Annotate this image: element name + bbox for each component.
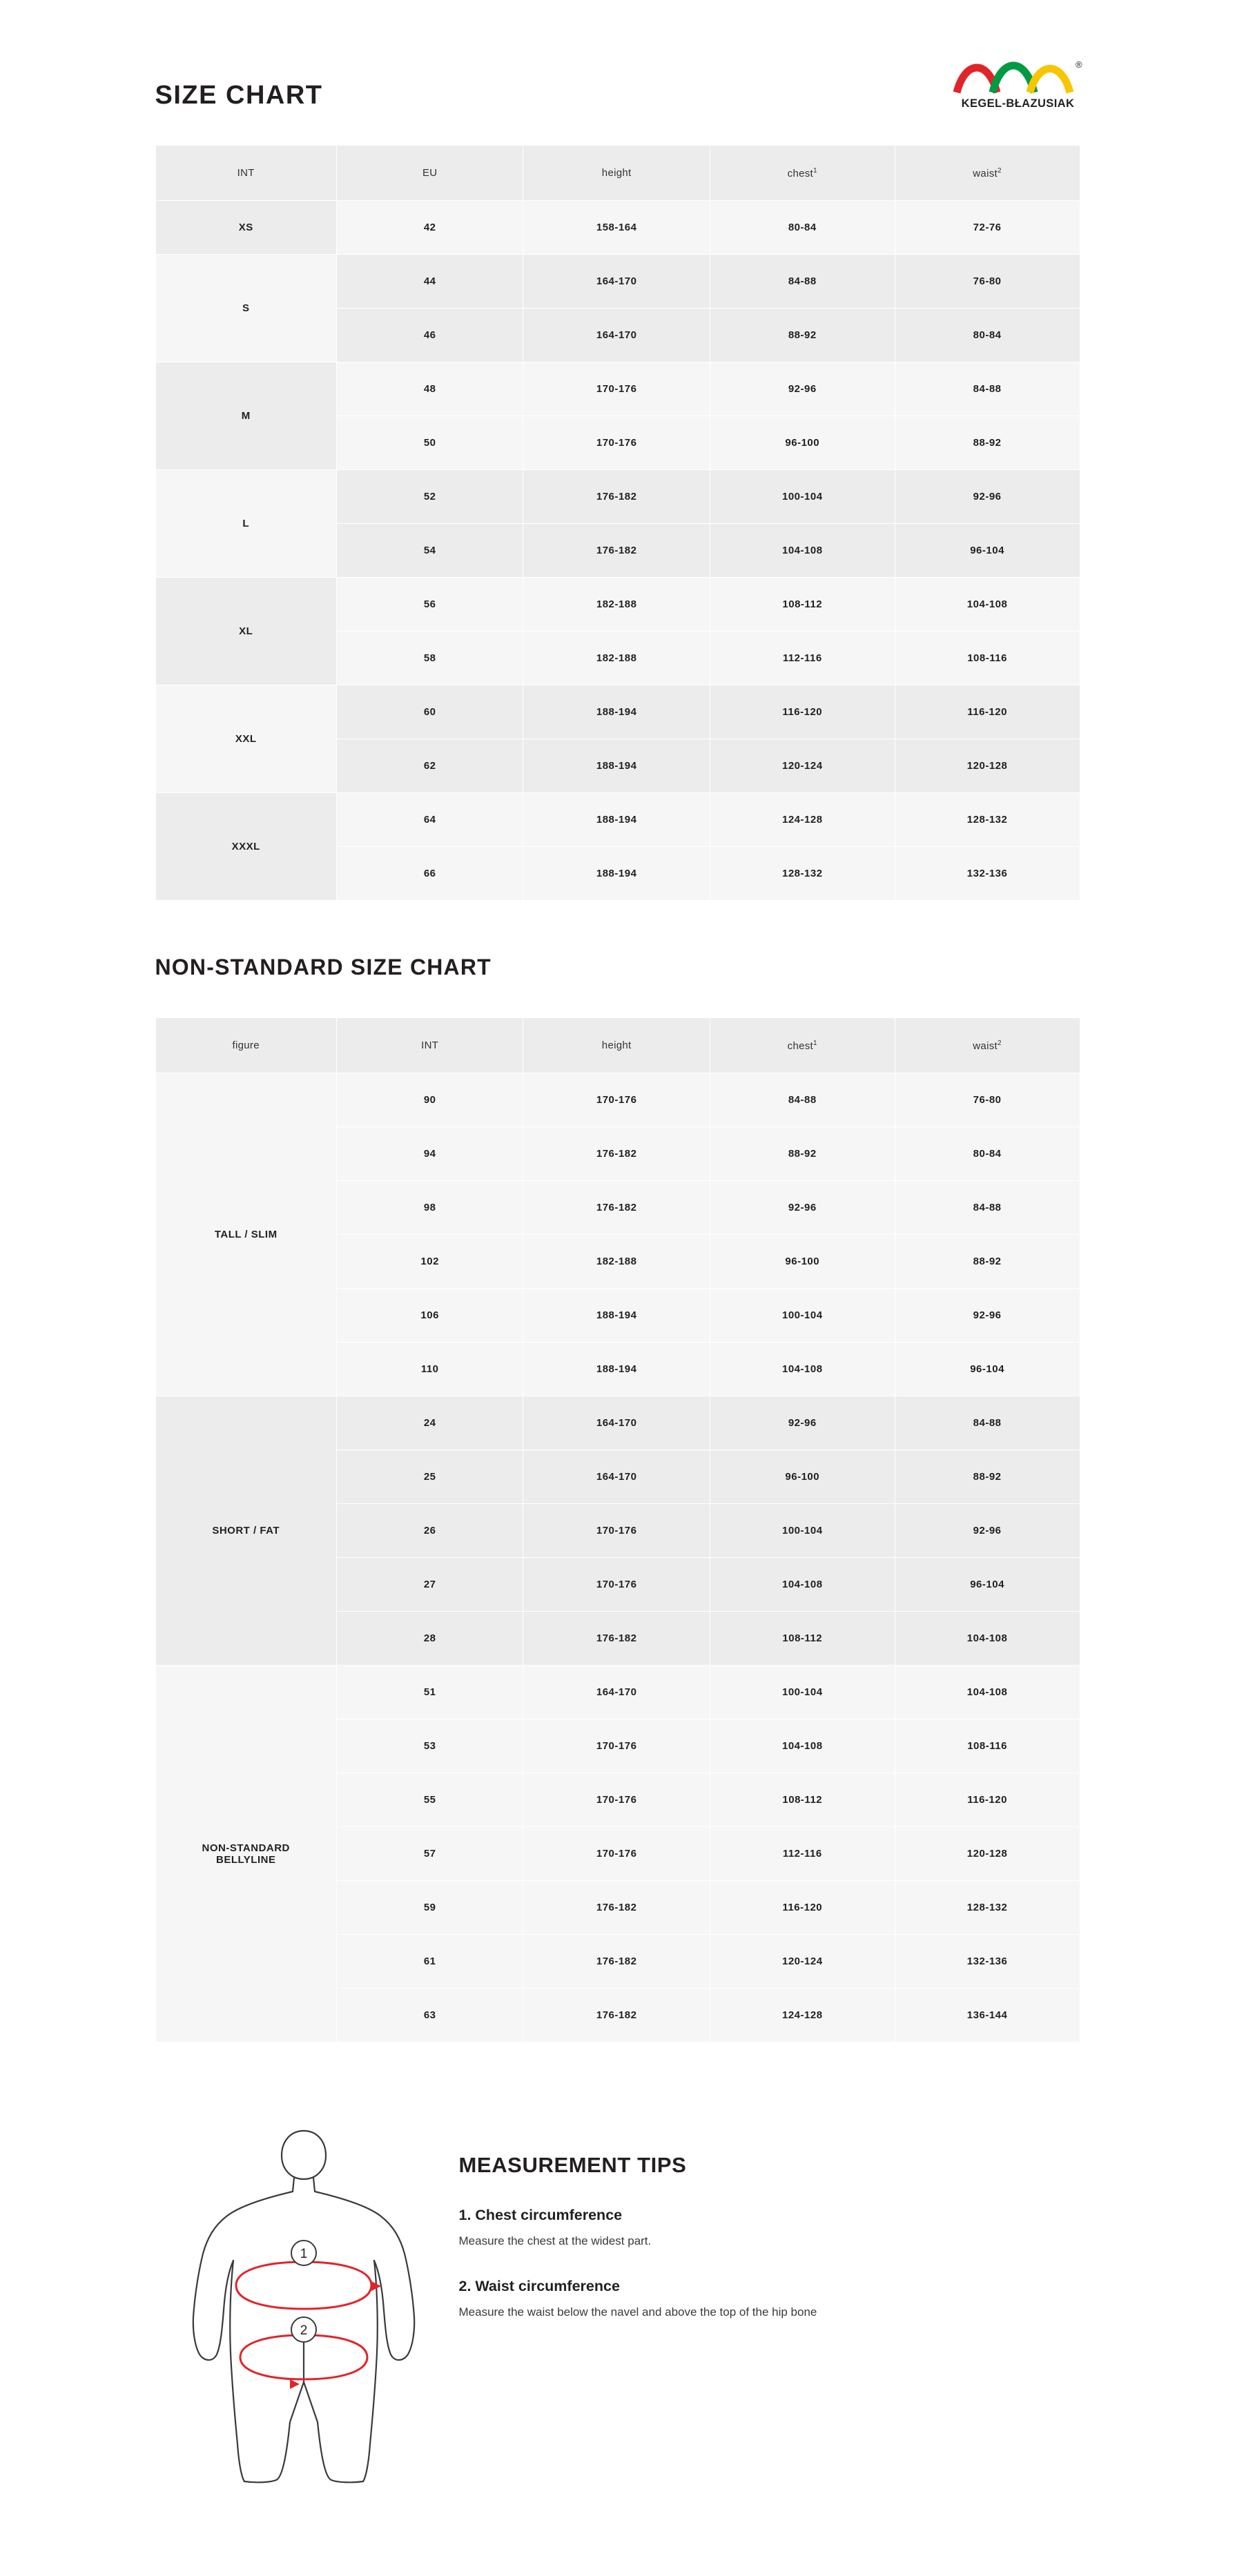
cell-waist: 84-88 [895, 1396, 1080, 1450]
figure-label: SHORT / FAT [155, 1396, 336, 1666]
table-row [155, 1396, 1080, 1450]
cell-chest: 84-88 [710, 255, 895, 309]
cell-height: 176-182 [523, 524, 710, 578]
non-standard-section-title: NON-STANDARD SIZE CHART [155, 955, 492, 979]
cell-chest: 92-96 [710, 1396, 895, 1450]
cell-height: 188-194 [523, 1343, 710, 1396]
col-header-waist: waist$^2$ [895, 1018, 1080, 1073]
marker-1-label: 1 [300, 2247, 307, 2261]
cell-waist: 104-108 [895, 1612, 1080, 1666]
cell-chest: 124-128 [710, 1989, 895, 2042]
cell-chest: 84-88 [710, 1073, 895, 1127]
cell-chest: 104-108 [710, 1343, 895, 1396]
cell-waist: 96-104 [895, 524, 1080, 578]
cell-waist: 96-104 [895, 1558, 1080, 1612]
cell-waist: 104-108 [895, 1666, 1080, 1719]
cell-height: 170-176 [523, 1827, 710, 1881]
page-header [100, 55, 1136, 110]
cell-height: 170-176 [523, 362, 710, 416]
cell-height: 164-170 [523, 1450, 710, 1504]
cell-height: 158-164 [523, 201, 710, 255]
cell-waist: 92-96 [895, 470, 1080, 524]
cell-waist: 76-80 [895, 1073, 1080, 1127]
standard-size-chart-table [155, 145, 1080, 901]
cell-height: 176-182 [523, 470, 710, 524]
cell-height: 176-182 [523, 1881, 710, 1935]
table-row [155, 255, 1080, 309]
cell-waist: 108-116 [895, 1719, 1080, 1773]
cell-int: 90 [336, 1073, 523, 1127]
cell-int: 25 [336, 1450, 523, 1504]
cell-eu: 42 [336, 201, 523, 255]
cell-eu: 52 [336, 470, 523, 524]
table-row [155, 793, 1080, 847]
cell-waist: 132-136 [895, 847, 1080, 901]
brand-arcs-icon [953, 55, 1084, 94]
cell-chest: 108-112 [710, 1773, 895, 1827]
col-header-eu: EU [336, 146, 523, 201]
cell-height: 188-194 [523, 739, 710, 793]
cell-int: 106 [336, 1289, 523, 1343]
cell-waist: 92-96 [895, 1289, 1080, 1343]
cell-chest: 128-132 [710, 847, 895, 901]
marker-2-label: 2 [300, 2323, 307, 2338]
measurement-tips-text [452, 2125, 817, 2322]
cell-height: 176-182 [523, 1989, 710, 2042]
cell-height: 164-170 [523, 1396, 710, 1450]
cell-int: 110 [336, 1343, 523, 1396]
cell-waist: 76-80 [895, 255, 1080, 309]
table-header-row [155, 146, 1080, 201]
cell-eu: 62 [336, 739, 523, 793]
page-title: SIZE CHART [155, 81, 323, 110]
cell-int: 61 [336, 1935, 523, 1989]
cell-height: 188-194 [523, 1289, 710, 1343]
cell-chest: 108-112 [710, 578, 895, 632]
table-row [155, 578, 1080, 632]
cell-int: 102 [336, 1235, 523, 1289]
table-header-row [155, 1018, 1080, 1073]
cell-chest: 120-124 [710, 1935, 895, 1989]
cell-chest: 88-92 [710, 1127, 895, 1181]
brand-name: KEGEL-BŁAZUSIAK [961, 97, 1075, 110]
cell-int: 53 [336, 1719, 523, 1773]
cell-chest: 112-116 [710, 1827, 895, 1881]
cell-chest: 92-96 [710, 1181, 895, 1235]
cell-eu: 48 [336, 362, 523, 416]
cell-chest: 104-108 [710, 1719, 895, 1773]
col-header-chest: chest$^1$ [710, 146, 895, 201]
col-header-int: INT [155, 146, 336, 201]
svg-text:®: ® [1075, 59, 1082, 70]
cell-waist: 116-120 [895, 1773, 1080, 1827]
cell-chest: 100-104 [710, 470, 895, 524]
cell-int: 55 [336, 1773, 523, 1827]
cell-waist: 104-108 [895, 578, 1080, 632]
table-row [155, 470, 1080, 524]
tip-1-body: Measure the chest at the widest part. [458, 2234, 652, 2247]
table-row [155, 362, 1080, 416]
brand-logo [953, 55, 1084, 110]
cell-int: 27 [336, 1558, 523, 1612]
cell-height: 182-188 [523, 1235, 710, 1289]
cell-int: 26 [336, 1504, 523, 1558]
size-int-label: XXL [155, 685, 336, 793]
cell-waist: 128-132 [895, 793, 1080, 847]
cell-int: 98 [336, 1181, 523, 1235]
cell-waist: 88-92 [895, 1235, 1080, 1289]
tip-2-body: Measure the waist below the navel and above the top of the hip bone [458, 2305, 817, 2319]
cell-chest: 116-120 [710, 685, 895, 739]
cell-waist: 92-96 [895, 1504, 1080, 1558]
table-row [155, 685, 1080, 739]
col-header-height: height [523, 146, 710, 201]
cell-eu: 66 [336, 847, 523, 901]
measurement-tips-section [100, 2125, 1136, 2484]
cell-waist: 80-84 [895, 1127, 1080, 1181]
cell-height: 176-182 [523, 1181, 710, 1235]
cell-height: 176-182 [523, 1612, 710, 1666]
figure-label: NON-STANDARD BELLYLINE [155, 1666, 336, 2042]
col-header-height: height [523, 1018, 710, 1073]
table-row [155, 201, 1080, 255]
cell-waist: 136-144 [895, 1989, 1080, 2042]
col-header-figure: figure [155, 1018, 336, 1073]
cell-height: 164-170 [523, 309, 710, 362]
cell-chest: 96-100 [710, 1450, 895, 1504]
cell-waist: 116-120 [895, 685, 1080, 739]
cell-int: 28 [336, 1612, 523, 1666]
cell-int: 57 [336, 1827, 523, 1881]
cell-chest: 116-120 [710, 1881, 895, 1935]
cell-waist: 120-128 [895, 1827, 1080, 1881]
cell-chest: 88-92 [710, 309, 895, 362]
cell-waist: 84-88 [895, 362, 1080, 416]
col-header-chest: chest$^1$ [710, 1018, 895, 1073]
non-standard-size-chart-table [155, 1017, 1080, 2042]
size-int-label: S [155, 255, 336, 362]
standard-size-chart-wrapper [100, 145, 1136, 901]
cell-chest: 104-108 [710, 1558, 895, 1612]
cell-height: 182-188 [523, 578, 710, 632]
table-row [155, 1666, 1080, 1719]
cell-waist: 88-92 [895, 1450, 1080, 1504]
cell-chest: 100-104 [710, 1666, 895, 1719]
cell-waist: 80-84 [895, 309, 1080, 362]
cell-eu: 46 [336, 309, 523, 362]
cell-height: 176-182 [523, 1935, 710, 1989]
cell-waist: 132-136 [895, 1935, 1080, 1989]
cell-waist: 84-88 [895, 1181, 1080, 1235]
non-standard-size-chart-wrapper [100, 1017, 1136, 2042]
col-header-int: INT [336, 1018, 523, 1073]
size-int-label: M [155, 362, 336, 470]
tip-1-heading: 1. Chest circumference [458, 2207, 623, 2223]
cell-chest: 120-124 [710, 739, 895, 793]
cell-height: 188-194 [523, 685, 710, 739]
cell-eu: 50 [336, 416, 523, 470]
cell-chest: 92-96 [710, 362, 895, 416]
cell-chest: 96-100 [710, 1235, 895, 1289]
table-row [155, 1073, 1080, 1127]
cell-height: 170-176 [523, 416, 710, 470]
cell-height: 188-194 [523, 793, 710, 847]
body-figure-illustration [155, 2125, 452, 2484]
cell-height: 182-188 [523, 632, 710, 685]
cell-chest: 112-116 [710, 632, 895, 685]
cell-eu: 54 [336, 524, 523, 578]
cell-height: 164-170 [523, 1666, 710, 1719]
cell-eu: 56 [336, 578, 523, 632]
cell-int: 59 [336, 1881, 523, 1935]
figure-label: TALL / SLIM [155, 1073, 336, 1396]
cell-height: 170-176 [523, 1558, 710, 1612]
cell-int: 51 [336, 1666, 523, 1719]
cell-waist: 128-132 [895, 1881, 1080, 1935]
cell-eu: 60 [336, 685, 523, 739]
cell-chest: 80-84 [710, 201, 895, 255]
cell-chest: 100-104 [710, 1504, 895, 1558]
cell-height: 170-176 [523, 1719, 710, 1773]
cell-height: 188-194 [523, 847, 710, 901]
cell-height: 170-176 [523, 1504, 710, 1558]
cell-chest: 104-108 [710, 524, 895, 578]
cell-waist: 108-116 [895, 632, 1080, 685]
cell-height: 164-170 [523, 255, 710, 309]
cell-chest: 96-100 [710, 416, 895, 470]
cell-int: 94 [336, 1127, 523, 1181]
cell-int: 24 [336, 1396, 523, 1450]
size-int-label: XXXL [155, 793, 336, 901]
cell-int: 63 [336, 1989, 523, 2042]
cell-eu: 64 [336, 793, 523, 847]
cell-chest: 108-112 [710, 1612, 895, 1666]
cell-chest: 100-104 [710, 1289, 895, 1343]
cell-height: 170-176 [523, 1773, 710, 1827]
cell-waist: 88-92 [895, 416, 1080, 470]
measurement-tips-title: MEASUREMENT TIPS [458, 2153, 687, 2177]
cell-eu: 58 [336, 632, 523, 685]
col-header-waist: waist$^2$ [895, 146, 1080, 201]
size-int-label: L [155, 470, 336, 578]
tip-2-heading: 2. Waist circumference [458, 2278, 620, 2295]
cell-waist: 96-104 [895, 1343, 1080, 1396]
cell-eu: 44 [336, 255, 523, 309]
cell-height: 170-176 [523, 1073, 710, 1127]
cell-waist: 72-76 [895, 201, 1080, 255]
cell-chest: 124-128 [710, 793, 895, 847]
cell-waist: 120-128 [895, 739, 1080, 793]
size-int-label: XL [155, 578, 336, 685]
cell-height: 176-182 [523, 1127, 710, 1181]
size-int-label: XS [155, 201, 336, 255]
